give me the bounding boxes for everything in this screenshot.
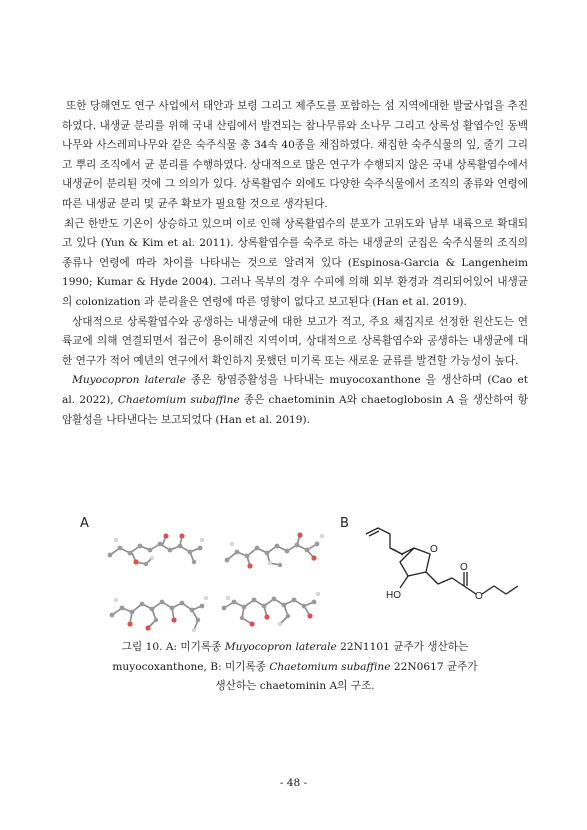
figure-10: [62, 514, 528, 642]
ester-oxygen: O: [475, 591, 483, 602]
caption-line-1-b: 22N1101 균주가 생산하는: [336, 641, 469, 653]
caption-species-1: Muyocopron laterale: [224, 641, 337, 653]
species-muyocopron: Muyocopron laterale: [72, 374, 186, 387]
paragraph-4-part-a: 종은 항염증활성을 나타내는 muyocoxanthone 을 생산하며 (Cao et al. 2022),: [62, 374, 529, 406]
ring-oxygen: O: [430, 544, 438, 555]
page-number: - 48 -: [279, 777, 308, 789]
figure-caption: [62, 638, 528, 697]
caption-line-1-a: 그림 10. A: 미기록종: [121, 641, 225, 653]
caption-line-2-b: 22N0617 균주가: [390, 660, 478, 673]
body-text: [62, 97, 528, 430]
paragraph-4-part-b: 종은 chaetominin A와 chaetoglobosin A 을 생산하여 항암활성을 나타낸다는 보고되었다 (Han et al. 2019).: [62, 393, 528, 426]
caption-line-3: 생산하는 chaetominin A의 구조.: [215, 680, 375, 693]
carbonyl-oxygen: O: [460, 562, 468, 573]
panel-a-label: A: [80, 516, 89, 531]
caption-species-2: Chaetomium subaffine: [269, 660, 391, 673]
muyocoxanthone-3d-models: [102, 520, 332, 640]
molecule-model-2: [227, 535, 317, 566]
caption-line-2: [62, 658, 528, 678]
paragraph-2: 최근 한반도 기온이 상승하고 있으며 이로 인해 상록활엽수의 분포가 고위도와 남부 내륙으로 확대되고 있다 (Yun & Kim et al. 2011). 상록활엽수를 숙주로 하는 내생균의 군집은 숙주식물의 조직의 종류나 연령에 따라 차이를 나타내는 것으로 알려져 있다 (Espinosa-Garcia & Langenheim 1990; Kumar & Hyde 2004). 그러나 목부의 경우 수피에 의해 외부 환경과 격리되어있어 내생균의 colonization 과 분리율은 연령에 따른 영향이 없다고 보고된다 (Han et al. 2019).: [62, 217, 528, 308]
caption-line-1: [62, 638, 528, 658]
chaetominin-a-structure: [352, 524, 528, 638]
panel-b-label: B: [340, 516, 349, 531]
paragraph-1: 또한 당해연도 연구 사업에서 태안과 보령 그리고 제주도를 포함하는 섬 지역에대한 발굴사업을 추진하였다. 내생균 분리를 위해 국내 산림에서 발견되는 참나무류와 소나무 그리고 상록성 활엽수인 동백나무와 사스레피나무와 같은 숙주식물 총 34속 40종을 채집하였다. 채집한 숙주식물의 잎, 줄기 그리고 뿌리 조직에서 균 분리를 수행하였다. 상대적으로 많은 연구가 수행되지 않은 국내 상록활엽수에서 내생균이 분리된 것에 그 의의가 있다. 상록활엽수 외에도 다양한 숙주식물에서 조직의 종류와 연령에 따른 내생균 분리 및 균주 확보가 필요할 것으로 생각된다.: [62, 100, 528, 210]
caption-line-2-a: muyocoxanthone, B: 미기록종: [112, 660, 270, 673]
species-chaetomium: Chaetomium subaffine: [117, 393, 240, 406]
molecule-model-3: [112, 602, 202, 630]
hydroxyl-label: HO: [386, 590, 401, 601]
molecule-model-4: [224, 599, 314, 624]
paragraph-4: [62, 371, 528, 430]
molecule-model-1: [110, 536, 200, 564]
paragraph-3: 상대적으로 상록활엽수와 공생하는 내생균에 대한 보고가 적고, 주요 채집지로 선정한 원산도는 연륙교에 의해 연결되면서 접근이 용이해진 지역이며, 상대적으로 상록활엽수와 공생하는 내생균에 대한 연구가 적어 예년의 연구에서 확인하지 못했던 미기록 또는 새로운 균류를 발견할 가능성이 높다.: [62, 315, 528, 367]
